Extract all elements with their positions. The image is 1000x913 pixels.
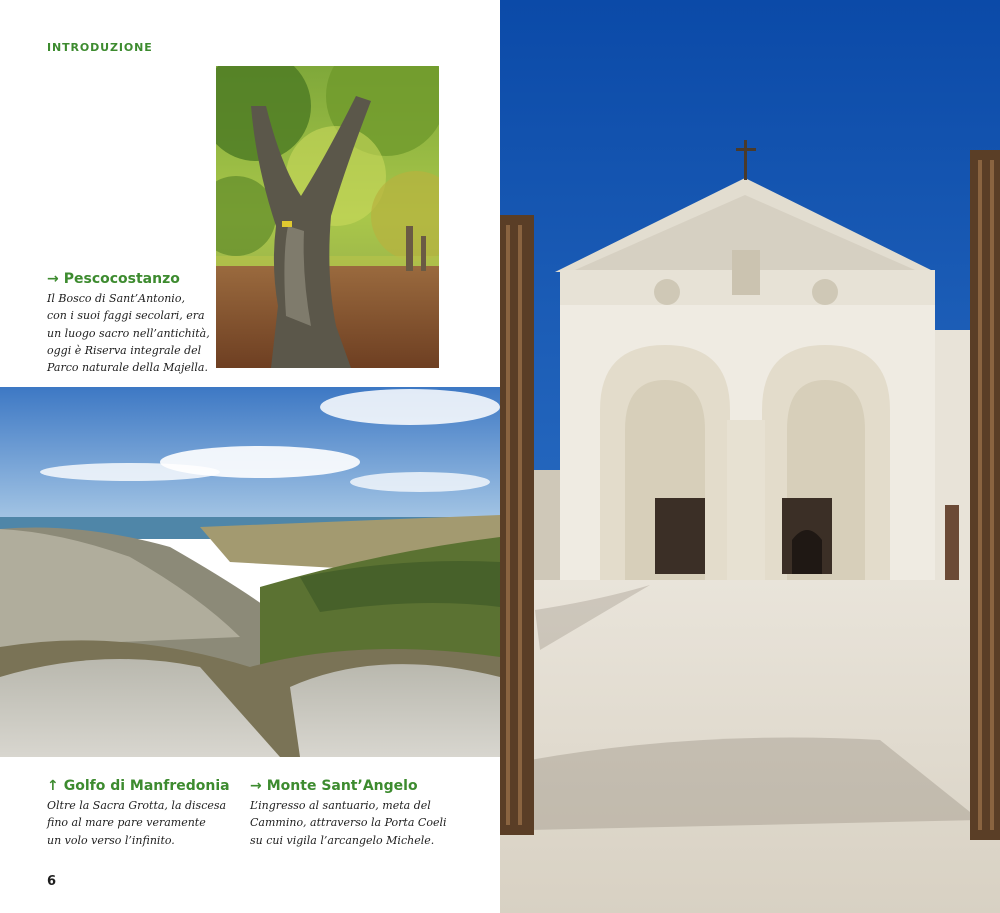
- caption-line: fino al mare pare veramente: [47, 816, 206, 830]
- caption-title-text: Golfo di Manfredonia: [63, 778, 230, 794]
- section-label: INTRODUZIONE: [47, 41, 153, 54]
- caption-title: [250, 777, 490, 795]
- photo-forest-beech-tree: [216, 66, 439, 368]
- photo-gulf-of-manfredonia: [0, 387, 500, 757]
- caption-title-text: Monte Sant’Angelo: [266, 778, 418, 794]
- caption-line: con i suoi faggi secolari, era: [47, 309, 205, 323]
- caption-line: oggi è Riserva integrale del: [47, 343, 202, 357]
- arrow-right-icon: →: [250, 778, 262, 794]
- caption-line: Parco naturale della Majella.: [47, 361, 208, 375]
- caption-line: un volo verso l’infinito.: [47, 833, 175, 847]
- arrow-up-icon: ↑: [47, 778, 59, 794]
- arrow-right-icon: →: [47, 271, 59, 287]
- caption-text: [47, 290, 212, 376]
- caption-monte-santangelo: [250, 777, 490, 849]
- caption-line: Il Bosco di Sant’Antonio,: [47, 292, 185, 305]
- caption-line: L’ingresso al santuario, meta del: [250, 799, 431, 812]
- caption-title-text: Pescocostanzo: [63, 271, 180, 287]
- caption-title: [47, 270, 212, 288]
- page-number: 6: [47, 874, 57, 889]
- caption-pescocostanzo: [47, 270, 212, 376]
- caption-gulf-of-manfredonia: [47, 777, 242, 849]
- caption-text: [250, 797, 490, 849]
- caption-line: Cammino, attraverso la Porta Coeli: [250, 816, 447, 830]
- caption-line: un luogo sacro nell’antichità,: [47, 326, 210, 340]
- caption-title: [47, 777, 242, 795]
- photo-sanctuary-facade: [500, 0, 1000, 913]
- caption-line: Oltre la Sacra Grotta, la discesa: [47, 799, 227, 812]
- caption-line: su cui vigila l’arcangelo Michele.: [250, 833, 435, 847]
- caption-text: [47, 797, 242, 849]
